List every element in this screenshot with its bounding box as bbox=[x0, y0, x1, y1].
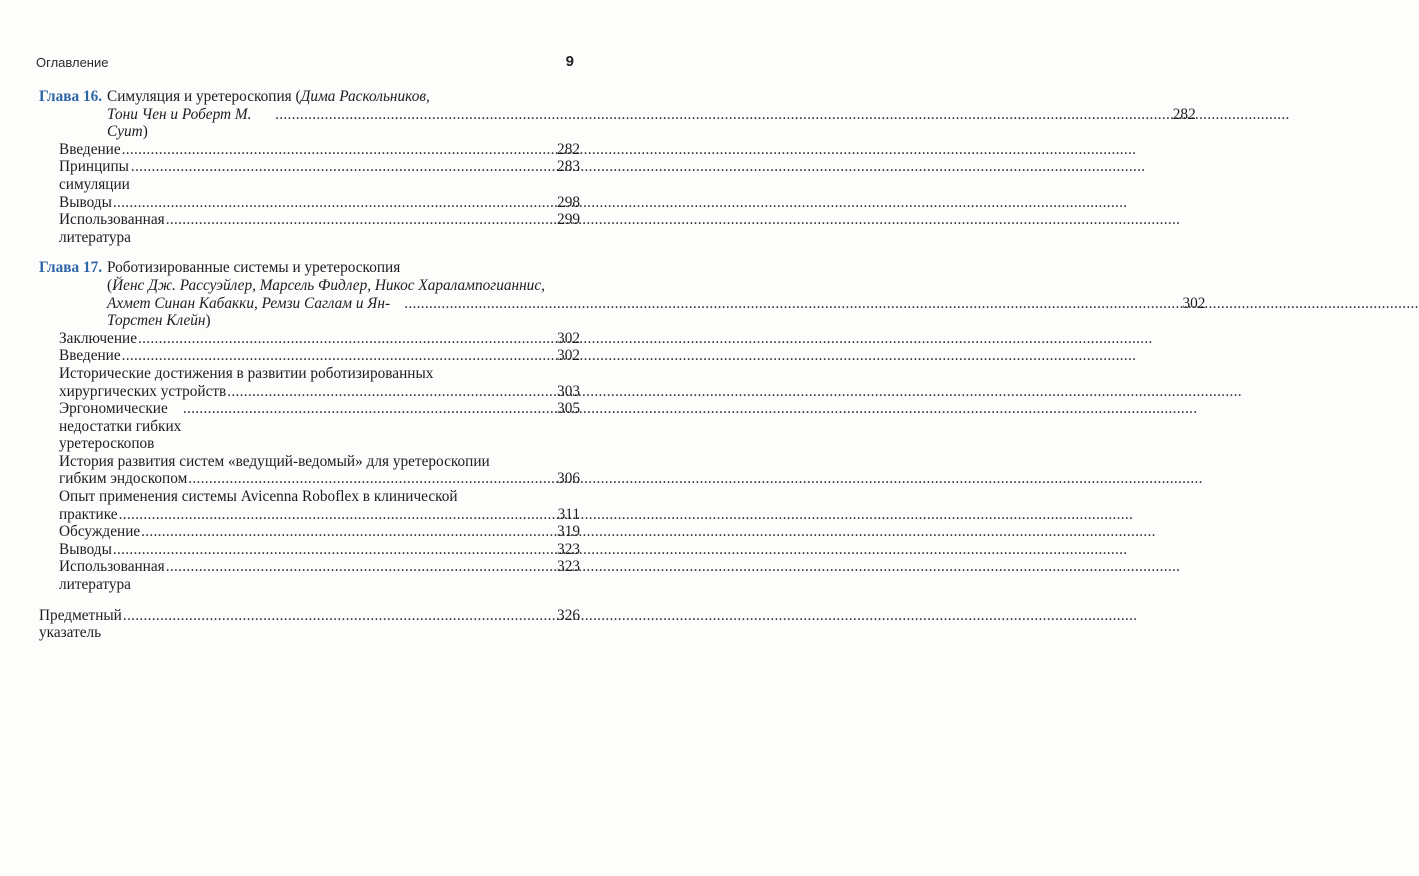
leader-dots bbox=[183, 400, 556, 418]
toc-entry[interactable] bbox=[59, 400, 580, 453]
toc-entry[interactable] bbox=[59, 558, 580, 593]
leader-dots bbox=[138, 330, 556, 348]
toc-entry-title-line-1: Исторические достижения в развитии роботизированных bbox=[59, 364, 434, 382]
chapter-17-label: Глава 17. bbox=[39, 259, 103, 277]
toc-entry-page: 319 bbox=[557, 523, 580, 541]
chapter-16-close-paren: ) bbox=[142, 123, 148, 141]
running-title: Оглавление bbox=[36, 55, 109, 70]
toc-entry[interactable] bbox=[59, 488, 580, 523]
toc-entry[interactable] bbox=[59, 194, 580, 212]
chapter-17-authors-1: Йенс Дж. Рассуэйлер, Марсель Фидлер, Никос Харалампогианнис, bbox=[112, 276, 545, 294]
leader-dots bbox=[113, 541, 556, 559]
leader-dots bbox=[141, 523, 556, 541]
chapter-17-title: Роботизированные системы и уретероскопия bbox=[107, 259, 401, 277]
chapter-16[interactable] bbox=[39, 88, 1196, 246]
toc-entry-page: 306 bbox=[557, 470, 580, 488]
chapter-17-page: 302 bbox=[1182, 294, 1206, 312]
toc-entry-title: Выводы bbox=[59, 193, 112, 211]
toc-entry[interactable] bbox=[59, 211, 580, 246]
chapter-17-authors-line-2 bbox=[107, 295, 1205, 330]
toc-entry[interactable] bbox=[59, 141, 580, 159]
toc-entry-title: Введение bbox=[59, 140, 121, 158]
toc-entry-page: 283 bbox=[557, 158, 580, 176]
chapter-17[interactable] bbox=[39, 259, 1206, 594]
toc-entry-title: Эргономические недостатки гибких уретероскопов bbox=[59, 400, 182, 453]
toc-entry-title: Введение bbox=[59, 347, 121, 365]
leader-dots bbox=[123, 607, 556, 625]
page-number: 9 bbox=[565, 53, 574, 70]
leader-dots bbox=[119, 506, 557, 524]
leader-dots bbox=[275, 106, 1172, 124]
toc-entry-page: 311 bbox=[557, 505, 580, 523]
chapter-16-authors-2: Тони Чен и Роберт М. Суит bbox=[107, 105, 252, 141]
chapter-16-title: Симуляция и уретероскопия ( bbox=[107, 88, 301, 105]
toc-entry[interactable] bbox=[59, 523, 580, 541]
toc-entry-page: 302 bbox=[557, 347, 580, 365]
toc-entry[interactable] bbox=[59, 365, 580, 400]
toc-entry-page: 323 bbox=[557, 540, 580, 558]
leader-dots bbox=[166, 211, 556, 229]
toc-entry[interactable] bbox=[59, 347, 580, 365]
toc-entry-title-line-1: Опыт применения системы Avicenna Roboflex в клинической bbox=[59, 488, 458, 506]
toc-entry-title-line-1: История развития систем «ведущий-ведомый» для уретероскопии bbox=[59, 452, 490, 470]
toc-entry-page: 299 bbox=[557, 211, 580, 229]
toc-entry-title: Выводы bbox=[59, 540, 112, 558]
toc-entry-title: Обсуждение bbox=[59, 523, 141, 541]
leader-dots bbox=[404, 295, 1181, 313]
toc-entry[interactable] bbox=[59, 453, 580, 488]
chapter-17-close-paren: ) bbox=[205, 312, 211, 330]
toc-entry-page: 302 bbox=[557, 329, 580, 347]
toc-entry-title: гибким эндоскопом bbox=[59, 470, 188, 488]
index-page: 326 bbox=[557, 606, 580, 624]
chapter-16-label: Глава 16. bbox=[39, 88, 103, 105]
leader-dots bbox=[122, 347, 556, 365]
leader-dots bbox=[166, 558, 556, 576]
toc-entry-title: Заключение bbox=[59, 329, 138, 347]
toc-entry[interactable] bbox=[59, 158, 580, 193]
table-of-contents bbox=[39, 88, 1206, 642]
toc-entry-page: 303 bbox=[557, 382, 580, 400]
toc-entry-page: 323 bbox=[557, 558, 580, 576]
toc-entry-page: 305 bbox=[557, 400, 580, 418]
chapter-16-authors-1: Дима Раскольников, bbox=[300, 88, 430, 105]
toc-entry-index[interactable] bbox=[39, 607, 580, 642]
toc-entry-title: Использованная литература bbox=[59, 211, 165, 246]
chapter-17-open-paren: ( bbox=[107, 276, 113, 294]
toc-entry-title: Принципы симуляции bbox=[59, 158, 130, 193]
leader-dots bbox=[188, 470, 556, 488]
chapter-16-page: 282 bbox=[1172, 105, 1196, 123]
toc-entry-title: практике bbox=[59, 505, 118, 523]
leader-dots bbox=[122, 141, 556, 159]
leader-dots bbox=[227, 383, 556, 401]
chapter-16-title-line bbox=[107, 88, 1196, 106]
index-title: Предметный указатель bbox=[39, 606, 122, 642]
toc-entry-page: 298 bbox=[557, 193, 580, 211]
toc-entry-page: 282 bbox=[557, 140, 580, 158]
toc-entry-title: Использованная литература bbox=[59, 558, 165, 594]
leader-dots bbox=[131, 158, 556, 176]
chapter-17-authors-line-1 bbox=[107, 277, 1205, 295]
toc-entry[interactable] bbox=[59, 330, 580, 348]
toc-entry[interactable] bbox=[59, 541, 580, 559]
leader-dots bbox=[113, 194, 556, 212]
toc-entry-title: хирургических устройств bbox=[59, 382, 227, 400]
chapter-17-authors-2: Ахмет Синан Кабакки, Ремзи Саглам и Ян-Торстен Клейн bbox=[107, 294, 391, 330]
chapter-16-authors-line bbox=[107, 106, 1196, 141]
